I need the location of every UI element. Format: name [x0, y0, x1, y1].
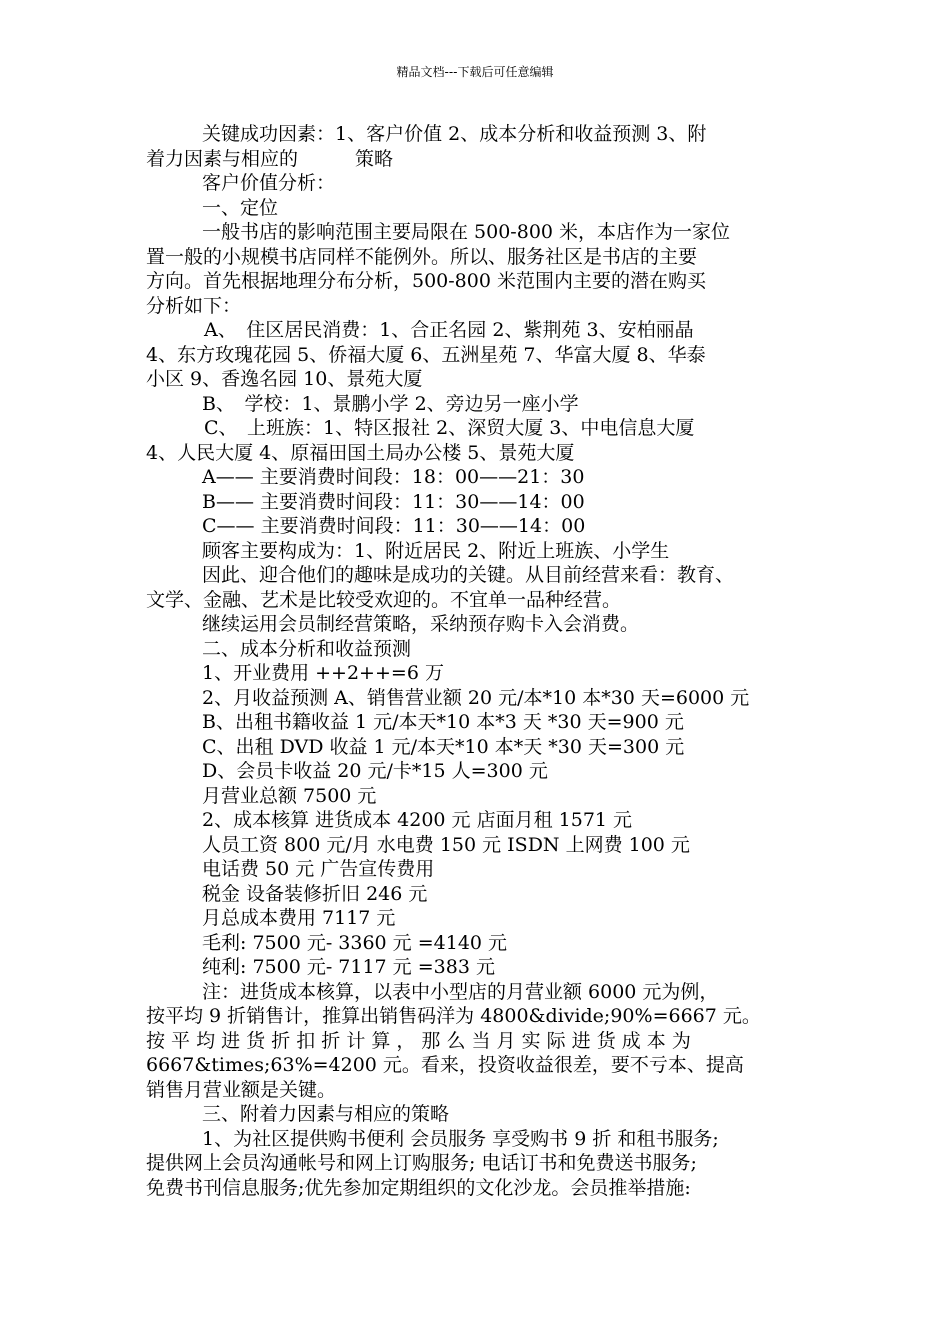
text-line: 毛利: 7500 元- 3360 元 =4140 元	[202, 931, 508, 954]
text-line: 注：进货成本核算，以表中小型店的月营业额 6000 元为例，	[202, 980, 719, 1003]
text-line: 电话费 50 元 广告宣传费用	[202, 858, 435, 880]
text-line: B、 学校：1、景鹏小学 2、旁边另一座小学	[202, 392, 579, 415]
text-line: 4、东方玫瑰花园 5、侨福大厦 6、五洲星苑 7、华富大厦 8、华泰	[146, 343, 706, 366]
text-line: 三、附着力因素与相应的策略	[202, 1103, 450, 1125]
text-line: 2、成本核算 进货成本 4200 元 店面月租 1571 元	[202, 809, 633, 831]
text-line: 客户价值分析：	[202, 172, 336, 194]
text-line: 小区 9、香逸名园 10、景苑大厦	[146, 368, 423, 390]
text-line: 6667&times;63%=4200 元。看来，投资收益很差，要不亏本、提高	[146, 1054, 744, 1076]
text-line: 免费书刊信息服务;优先参加定期组织的文化沙龙。会员推举措施:	[146, 1176, 691, 1199]
text-line: 销售月营业额是关键。	[146, 1078, 337, 1101]
text-line: 纯利: 7500 元- 7117 元 =383 元	[202, 956, 495, 978]
text-line: 顾客主要构成为：1、附近居民 2、附近上班族、小学生	[202, 539, 670, 562]
text-line: 月营业总额 7500 元	[202, 784, 377, 807]
text-line: 月总成本费用 7117 元	[202, 907, 396, 929]
text-line: 一般书店的影响范围主要局限在 500-800 米，本店作为一家位	[202, 221, 731, 243]
text-line: 文学、金融、艺术是比较受欢迎的。不宜单一品种经营。	[146, 588, 622, 611]
text-line: C—— 主要消费时间段：11：30——14：00	[202, 515, 586, 537]
text-line: 按 平 均 进 货 折 扣 折 计 算 ， 那 么 当 月 实 际 进 货 成 本 为	[146, 1029, 691, 1052]
text-line: C、出租 DVD 收益 1 元/本天*10 本*天 *30 天=300 元	[202, 735, 685, 758]
text-line: 分析如下：	[146, 294, 242, 317]
text-line: 一、定位	[202, 196, 279, 219]
text-line: D、会员卡收益 20 元/卡*15 人=300 元	[202, 760, 548, 782]
text-line: 着力因素与相应的 策略	[146, 147, 394, 170]
text-line: 2、月收益预测 A、销售营业额 20 元/本*10 本*30 天=6000 元	[202, 686, 750, 709]
text-line: 1、开业费用 ++2++=6 万	[202, 662, 444, 684]
text-line: 因此、迎合他们的趣味是成功的关键。从目前经营来看：教育、	[202, 564, 735, 586]
text-line: 税金 设备装修折旧 246 元	[202, 882, 428, 905]
page-header: 精品文档---下载后可任意编辑	[396, 65, 554, 79]
text-line: 继续运用会员制经营策略，采纳预存购卡入会消费。	[202, 613, 640, 635]
text-line: 二、成本分析和收益预测	[202, 637, 412, 660]
text-line: 提供网上会员沟通帐号和网上订购服务; 电话订书和免费送书服务;	[146, 1152, 697, 1174]
text-line: 人员工资 800 元/月 水电费 150 元 ISDN 上网费 100 元	[202, 833, 690, 856]
text-line: 按平均 9 折销售计，推算出销售码洋为 4800&divide;90%=6667 元。	[146, 1005, 761, 1027]
text-line: 置一般的小规模书店同样不能例外。所以、服务社区是书店的主要	[146, 245, 698, 268]
text-line: 4、人民大厦 4、原福田国土局办公楼 5、景苑大厦	[146, 441, 575, 464]
text-line: C、 上班族：1、特区报社 2、深贸大厦 3、中电信息大厦	[204, 417, 695, 439]
text-line: B—— 主要消费时间段：11：30——14：00	[202, 490, 585, 513]
text-line: A、 住区居民消费：1、合正名园 2、紫荆苑 3、安柏丽晶	[204, 319, 694, 341]
text-line: B、出租书籍收益 1 元/本天*10 本*3 天 *30 天=900 元	[202, 711, 684, 733]
text-line: 方向。首先根据地理分布分析，500-800 米范围内主要的潜在购买	[146, 270, 706, 292]
text-line: 关键成功因素：1、客户价值 2、成本分析和收益预测 3、附	[202, 123, 707, 145]
text-line: 1、为社区提供购书便利 会员服务 享受购书 9 折 和租书服务;	[202, 1127, 719, 1150]
document-body	[146, 122, 816, 1200]
text-line: A—— 主要消费时间段：18：00——21：30	[202, 466, 585, 488]
